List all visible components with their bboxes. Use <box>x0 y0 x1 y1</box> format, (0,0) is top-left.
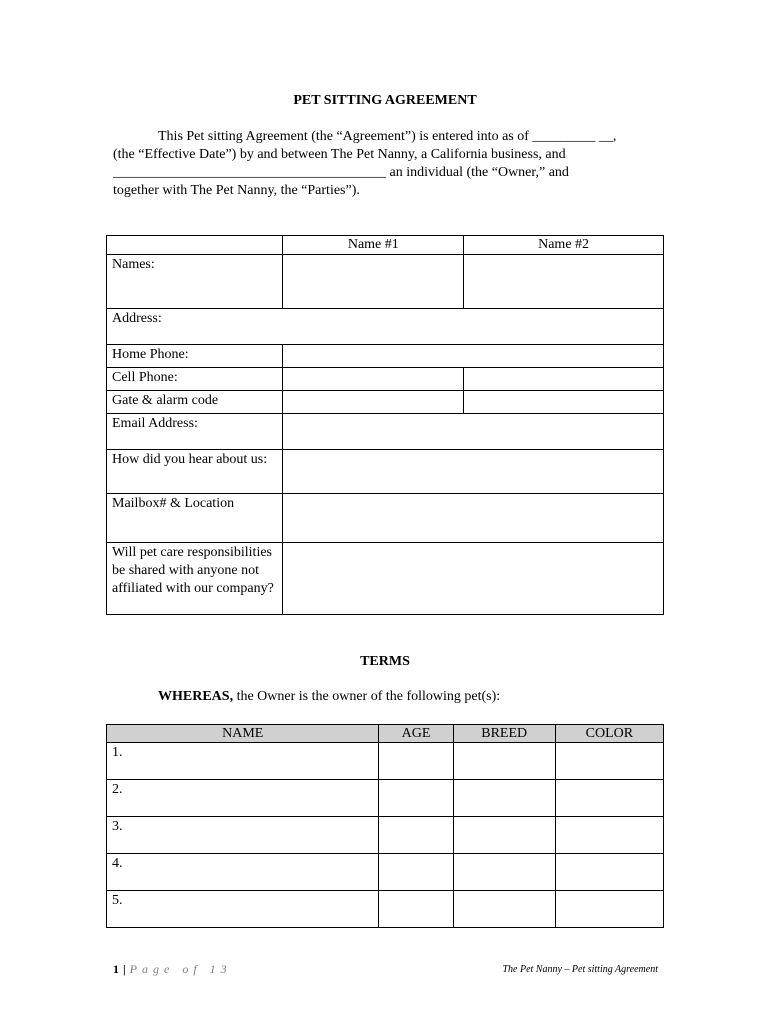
document-title: PET SITTING AGREEMENT <box>293 93 477 108</box>
pet-breed-cell[interactable] <box>453 854 555 891</box>
table-row <box>107 817 664 854</box>
table-row <box>107 743 664 780</box>
pet-age-cell[interactable] <box>379 854 453 891</box>
pet-name-cell[interactable]: 4. <box>107 854 379 891</box>
page-footer-number <box>113 962 232 977</box>
table-row <box>107 450 664 494</box>
gate-alarm-field-2[interactable] <box>464 391 664 414</box>
table-row <box>107 368 664 391</box>
cell-phone-field-2[interactable] <box>464 368 664 391</box>
footer-separator: | <box>123 962 126 976</box>
pet-name-cell[interactable]: 5. <box>107 891 379 928</box>
row-label-cell-phone: Cell Phone: <box>107 368 283 391</box>
table-row <box>107 543 664 615</box>
cell-phone-field-1[interactable] <box>283 368 464 391</box>
table-row <box>107 780 664 817</box>
pet-breed-cell[interactable] <box>453 743 555 780</box>
pet-color-cell[interactable] <box>555 817 663 854</box>
table-row <box>107 494 664 543</box>
owner-header-name-1: Name #1 <box>283 236 464 255</box>
pet-name-cell[interactable]: 3. <box>107 817 379 854</box>
owner-header-name-2: Name #2 <box>464 236 664 255</box>
pet-table <box>106 724 664 928</box>
pet-breed-cell[interactable] <box>453 891 555 928</box>
row-label-shared-care: Will pet care responsibilities be shared with anyone not affiliated with our company? <box>107 543 283 615</box>
shared-care-field[interactable] <box>283 543 664 615</box>
owner-info-table <box>106 235 664 615</box>
row-label-mailbox: Mailbox# & Location <box>107 494 283 543</box>
intro-line: together with The Pet Nanny, the “Parties”). <box>113 183 360 198</box>
pet-color-cell[interactable] <box>555 743 663 780</box>
row-label-referral: How did you hear about us: <box>107 450 283 494</box>
pet-color-cell[interactable] <box>555 780 663 817</box>
table-row <box>107 309 664 345</box>
row-label-home-phone: Home Phone: <box>107 345 283 368</box>
table-row <box>107 255 664 309</box>
intro-line: (the “Effective Date”) by and between The Pet Nanny, a California business, and <box>113 147 566 162</box>
table-row <box>107 891 664 928</box>
intro-line: This Pet sitting Agreement (the “Agreement”) is entered into as of _________ __, <box>158 129 617 144</box>
pet-color-cell[interactable] <box>555 854 663 891</box>
names-field-2[interactable] <box>464 255 664 309</box>
intro-paragraph <box>113 128 673 200</box>
email-field[interactable] <box>283 414 664 450</box>
pet-header-breed: BREED <box>453 725 555 743</box>
page-footer-title: The Pet Nanny – Pet sitting Agreement <box>502 964 658 975</box>
owner-table-header-row <box>107 236 664 255</box>
page-number: 1 <box>113 962 119 976</box>
gate-alarm-field-1[interactable] <box>283 391 464 414</box>
page-of-text: Page of 13 <box>129 962 232 976</box>
table-row <box>107 345 664 368</box>
pet-color-cell[interactable] <box>555 891 663 928</box>
pet-age-cell[interactable] <box>379 780 453 817</box>
pet-age-cell[interactable] <box>379 891 453 928</box>
pet-header-age: AGE <box>379 725 453 743</box>
pet-name-cell[interactable]: 1. <box>107 743 379 780</box>
row-label-names: Names: <box>107 255 283 309</box>
pet-name-cell[interactable]: 2. <box>107 780 379 817</box>
home-phone-field[interactable] <box>283 345 664 368</box>
whereas-bold: WHEREAS, <box>158 689 234 704</box>
pet-age-cell[interactable] <box>379 817 453 854</box>
pet-breed-cell[interactable] <box>453 780 555 817</box>
names-field-1[interactable] <box>283 255 464 309</box>
intro-line: _______________________________________ an individual (the “Owner,” and <box>113 165 569 180</box>
referral-field[interactable] <box>283 450 664 494</box>
pet-breed-cell[interactable] <box>453 817 555 854</box>
table-row <box>107 414 664 450</box>
mailbox-field[interactable] <box>283 494 664 543</box>
owner-header-blank <box>107 236 283 255</box>
pet-header-color: COLOR <box>555 725 663 743</box>
table-row <box>107 391 664 414</box>
table-row <box>107 854 664 891</box>
row-label-gate-alarm: Gate & alarm code <box>107 391 283 414</box>
row-label-email: Email Address: <box>107 414 283 450</box>
pet-table-header-row <box>107 725 664 743</box>
pet-age-cell[interactable] <box>379 743 453 780</box>
whereas-clause <box>158 689 500 705</box>
whereas-text: the Owner is the owner of the following pet(s): <box>233 689 501 704</box>
pet-header-name: NAME <box>107 725 379 743</box>
row-label-address[interactable]: Address: <box>107 309 664 345</box>
terms-heading: TERMS <box>360 654 410 669</box>
